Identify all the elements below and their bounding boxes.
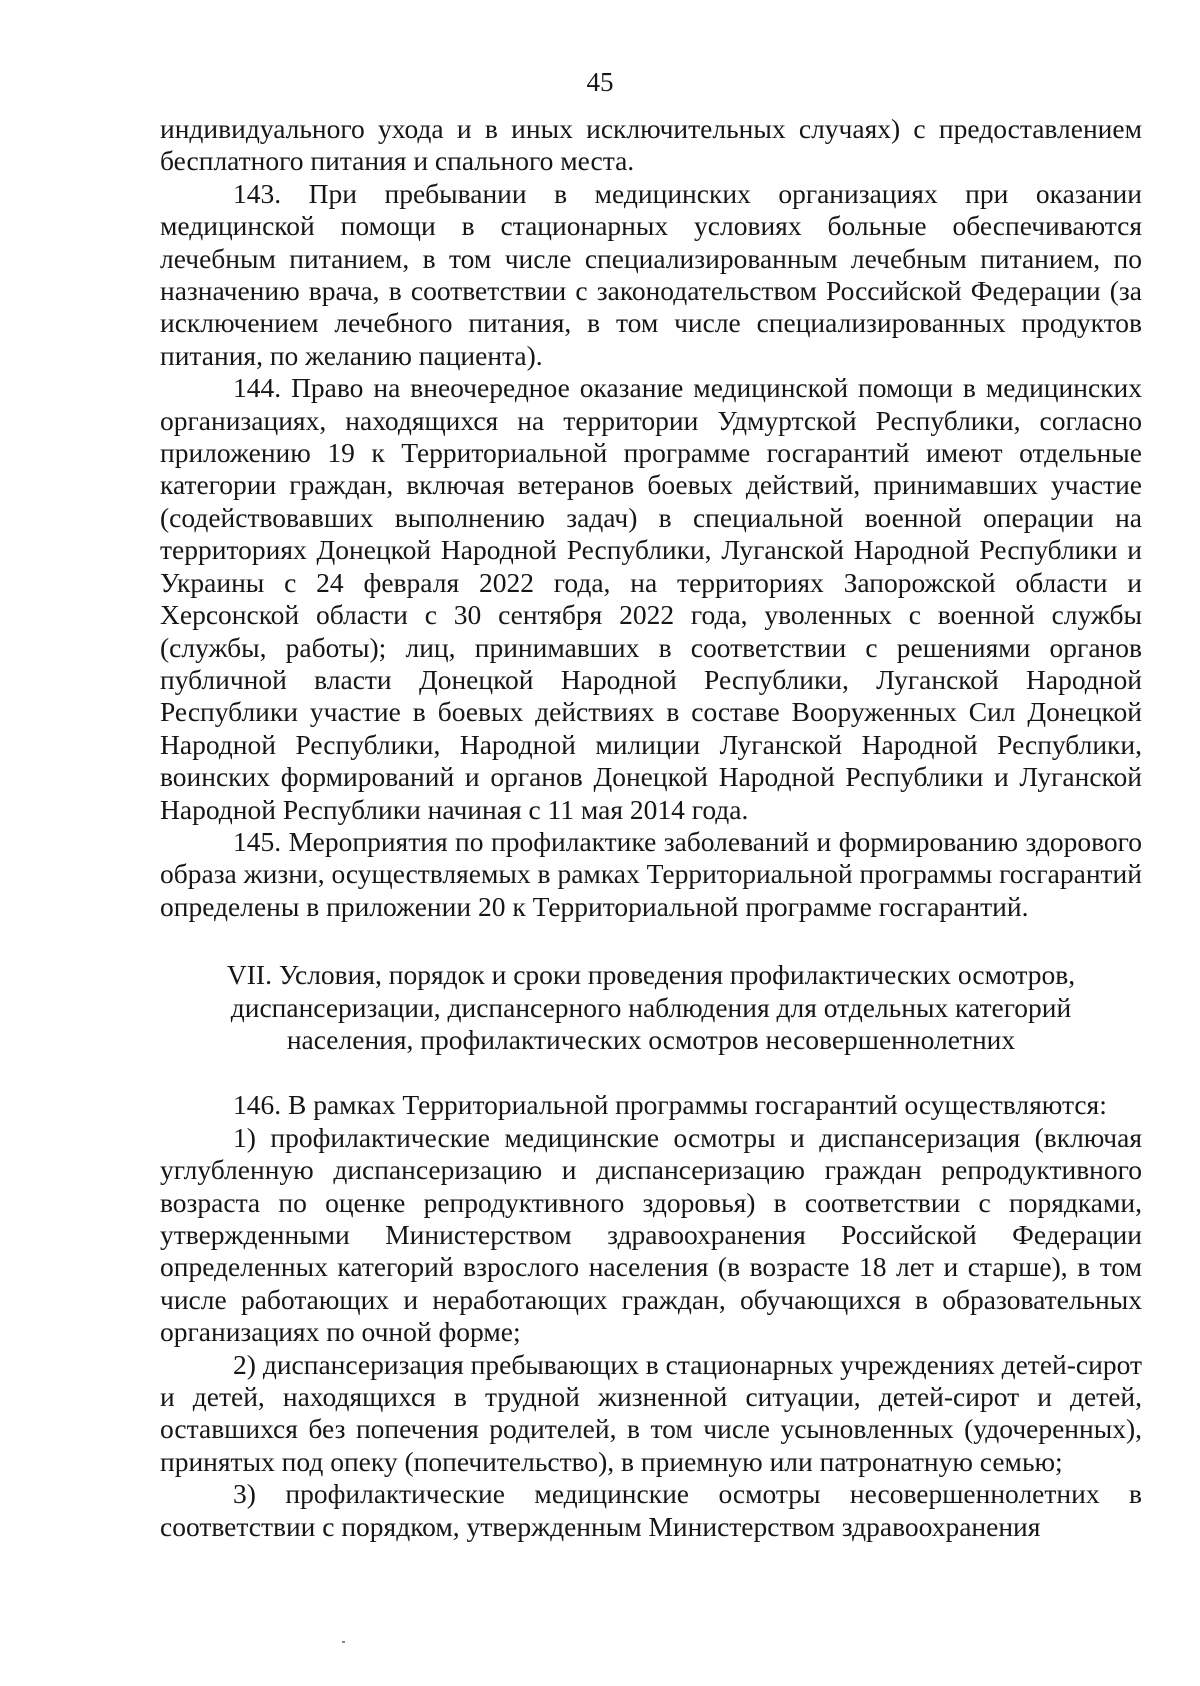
- paragraph-144: 144. Право на внеочередное оказание медицинской помощи в медицинских организациях, находящихся на территории Удмуртской Республики, согласно приложению 19 к Территориальной программе госгарантий имеют отдельные категории граждан, включая ветеранов боевых действий, принимавших участие (содействовавших выполнению задач) в специальной военной операции на территориях Донецкой Народной Республики, Луганской Народной Республики и Украины с 24 февраля 2022 года, на территориях Запорожской области и Херсонской области с 30 сентября 2022 года, уволенных с военной службы (службы, работы); лиц, принимавших в соответствии с решениями органов публичной власти Донецкой Народной Республики, Луганской Народной Республики участие в боевых действиях в составе Вооруженных Сил Донецкой Народной Республики, Народной милиции Луганской Народной Республики, воинских формирований и органов Донецкой Народной Республики и Луганской Народной Республики начиная с 11 мая 2014 года.: [160, 372, 1142, 825]
- paragraph-142-continuation: индивидуального ухода и в иных исключительных случаях) с предоставлением бесплатного питания и спального места.: [160, 113, 1142, 177]
- list-item-3: 3) профилактические медицинские осмотры несовершеннолетних в соответствии с порядком, утвержденным Министерством здравоохранения: [160, 1478, 1142, 1542]
- paragraph-145: 145. Мероприятия по профилактике заболеваний и формированию здорового образа жизни, осуществляемых в рамках Территориальной программы госгарантий определены в приложении 20 к Территориальной программе госгарантий.: [160, 825, 1142, 922]
- page-number: 45: [586, 67, 614, 97]
- document-body: [160, 113, 1142, 1543]
- paragraph-143: 143. При пребывании в медицинских организациях при оказании медицинской помощи в стационарных условиях больные обеспечиваются лечебным питанием, в том числе специализированным лечебным питанием, по назначению врача, в соответствии с законодательством Российской Федерации (за исключением лечебного питания, в том числе специализированных продуктов питания, по желанию пациента).: [160, 177, 1142, 371]
- section-heading-vii: VII. Условия, порядок и сроки проведения профилактических осмотров, диспансеризации, диспансерного наблюдения для отдельных категорий населения, профилактических осмотров несовершеннолетних: [226, 959, 1076, 1055]
- list-item-1: 1) профилактические медицинские осмотры и диспансеризация (включая углубленную диспансеризацию и диспансеризацию граждан репродуктивного возраста по оценке репродуктивного здоровья) в соответствии с порядками, утвержденными Министерством здравоохранения Российской Федерации определенных категорий взрослого населения (в возрасте 18 лет и старше), в том числе работающих и неработающих граждан, обучающихся в образовательных организациях по очной форме;: [160, 1121, 1142, 1348]
- scan-artifact: [342, 1641, 345, 1643]
- paragraph-146: 146. В рамках Территориальной программы госгарантий осуществляются:: [233, 1089, 1107, 1121]
- list-item-2: 2) диспансеризация пребывающих в стационарных учреждениях детей-сирот и детей, находящихся в трудной жизненной ситуации, детей-сирот и детей, оставшихся без попечения родителей, в том числе усыновленных (удочеренных), принятых под опеку (попечительство), в приемную или патронатную семью;: [160, 1348, 1142, 1477]
